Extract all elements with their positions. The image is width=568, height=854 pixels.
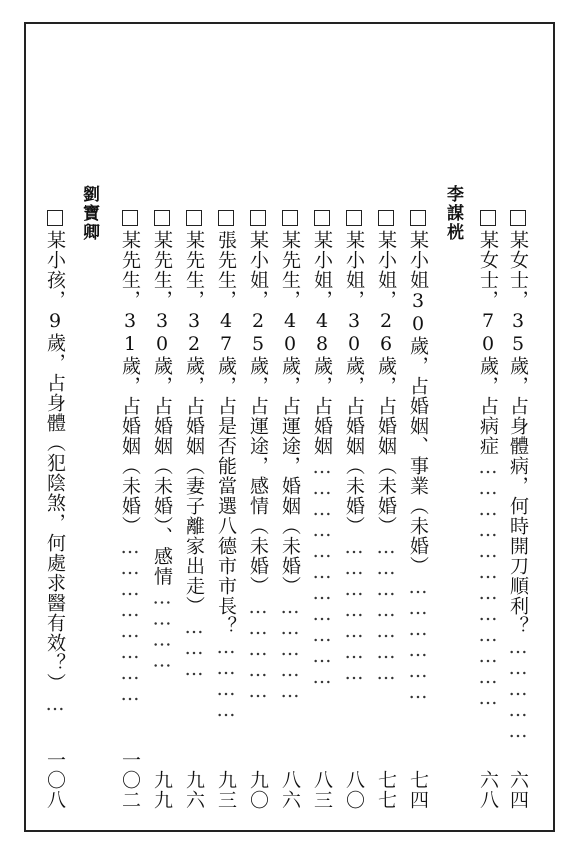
page-number: 七七	[375, 770, 397, 810]
leader-dots: ……………………………	[311, 456, 333, 687]
leader-dots: …………………	[343, 536, 365, 683]
checkbox-icon	[410, 210, 426, 226]
author-name: 李謀桄	[443, 185, 463, 242]
toc-entry[interactable]	[181, 210, 207, 810]
checkbox-icon	[218, 210, 234, 226]
toc-entry[interactable]	[149, 210, 175, 810]
entry-title: 張先生，47歲，占是否能當選八德市市長？	[215, 230, 237, 636]
toc-entry[interactable]	[117, 210, 143, 810]
entry-title: 某小姐30歲，占婚姻、事業（未婚）	[407, 230, 429, 576]
entry-title: 某小姐，26歲，占婚姻（未婚）	[375, 230, 397, 536]
entry-title: 某小孩，9歲，占身體（犯陰煞，何處求醫有效？）	[44, 230, 66, 693]
checkbox-icon	[346, 210, 362, 226]
toc-entry[interactable]	[213, 210, 239, 810]
entry-title: 某女士，35歲，占身體病，何時開刀順利？	[507, 230, 529, 636]
leader-dots: ……………………	[119, 536, 141, 704]
toc-entry[interactable]	[309, 210, 335, 810]
entry-title: 某先生，40歲，占運途，婚姻（未婚）	[279, 230, 301, 596]
toc-entry[interactable]	[277, 210, 303, 810]
checkbox-icon	[186, 210, 202, 226]
author-name: 劉寶卿	[79, 185, 99, 242]
entry-title: 某先生，31歲，占婚姻（未婚）	[119, 230, 141, 536]
page-number: 九六	[183, 770, 205, 810]
page-number: 九三	[215, 770, 237, 810]
checkbox-icon	[282, 210, 298, 226]
page-number: 一〇二	[119, 750, 141, 810]
leader-dots: ……………	[279, 596, 301, 701]
entry-title: 某小姐，25歲，占運途，感情（未婚）	[247, 230, 269, 596]
page-number: 八三	[311, 770, 333, 810]
leader-dots: ……………	[247, 596, 269, 701]
toc-entry[interactable]	[341, 210, 367, 810]
checkbox-icon	[250, 210, 266, 226]
toc-entry[interactable]	[373, 210, 399, 810]
page-number: 一〇八	[44, 750, 66, 810]
toc-entry[interactable]	[42, 210, 68, 810]
entry-title: 某先生，30歲，占婚姻（未婚）、感情	[151, 230, 173, 587]
entry-title: 某小姐，48歲，占婚姻	[311, 230, 333, 456]
checkbox-icon	[480, 210, 496, 226]
checkbox-icon	[314, 210, 330, 226]
page-number: 八六	[279, 770, 301, 810]
leader-dots: ………………	[407, 576, 429, 702]
leader-dots: …………	[215, 636, 237, 720]
toc-entry[interactable]	[475, 210, 501, 810]
toc-entry[interactable]	[505, 210, 531, 810]
page-number: 七四	[407, 770, 429, 810]
checkbox-icon	[378, 210, 394, 226]
page-number: 八〇	[343, 770, 365, 810]
leader-dots: ……………	[507, 636, 529, 741]
checkbox-icon	[154, 210, 170, 226]
entry-title: 某先生，32歲，占婚姻（妻子離家出走）	[183, 230, 205, 616]
page-number: 六八	[477, 770, 499, 810]
entry-title: 某女士，70歲，占病症	[477, 230, 499, 456]
page-number: 九九	[151, 770, 173, 810]
leader-dots: …………………	[375, 536, 397, 683]
leader-dots: …	[44, 693, 66, 714]
checkbox-icon	[122, 210, 138, 226]
leader-dots: …………	[151, 586, 173, 671]
leader-dots: ………………………………	[477, 456, 499, 708]
checkbox-icon	[510, 210, 526, 226]
leader-dots: ………	[183, 616, 205, 679]
checkbox-icon	[47, 210, 63, 226]
toc-entry[interactable]	[405, 210, 431, 810]
page-number: 九〇	[247, 770, 269, 810]
toc-entry[interactable]	[245, 210, 271, 810]
page-number: 六四	[507, 770, 529, 810]
entry-title: 某小姐，30歲，占婚姻（未婚）	[343, 230, 365, 536]
